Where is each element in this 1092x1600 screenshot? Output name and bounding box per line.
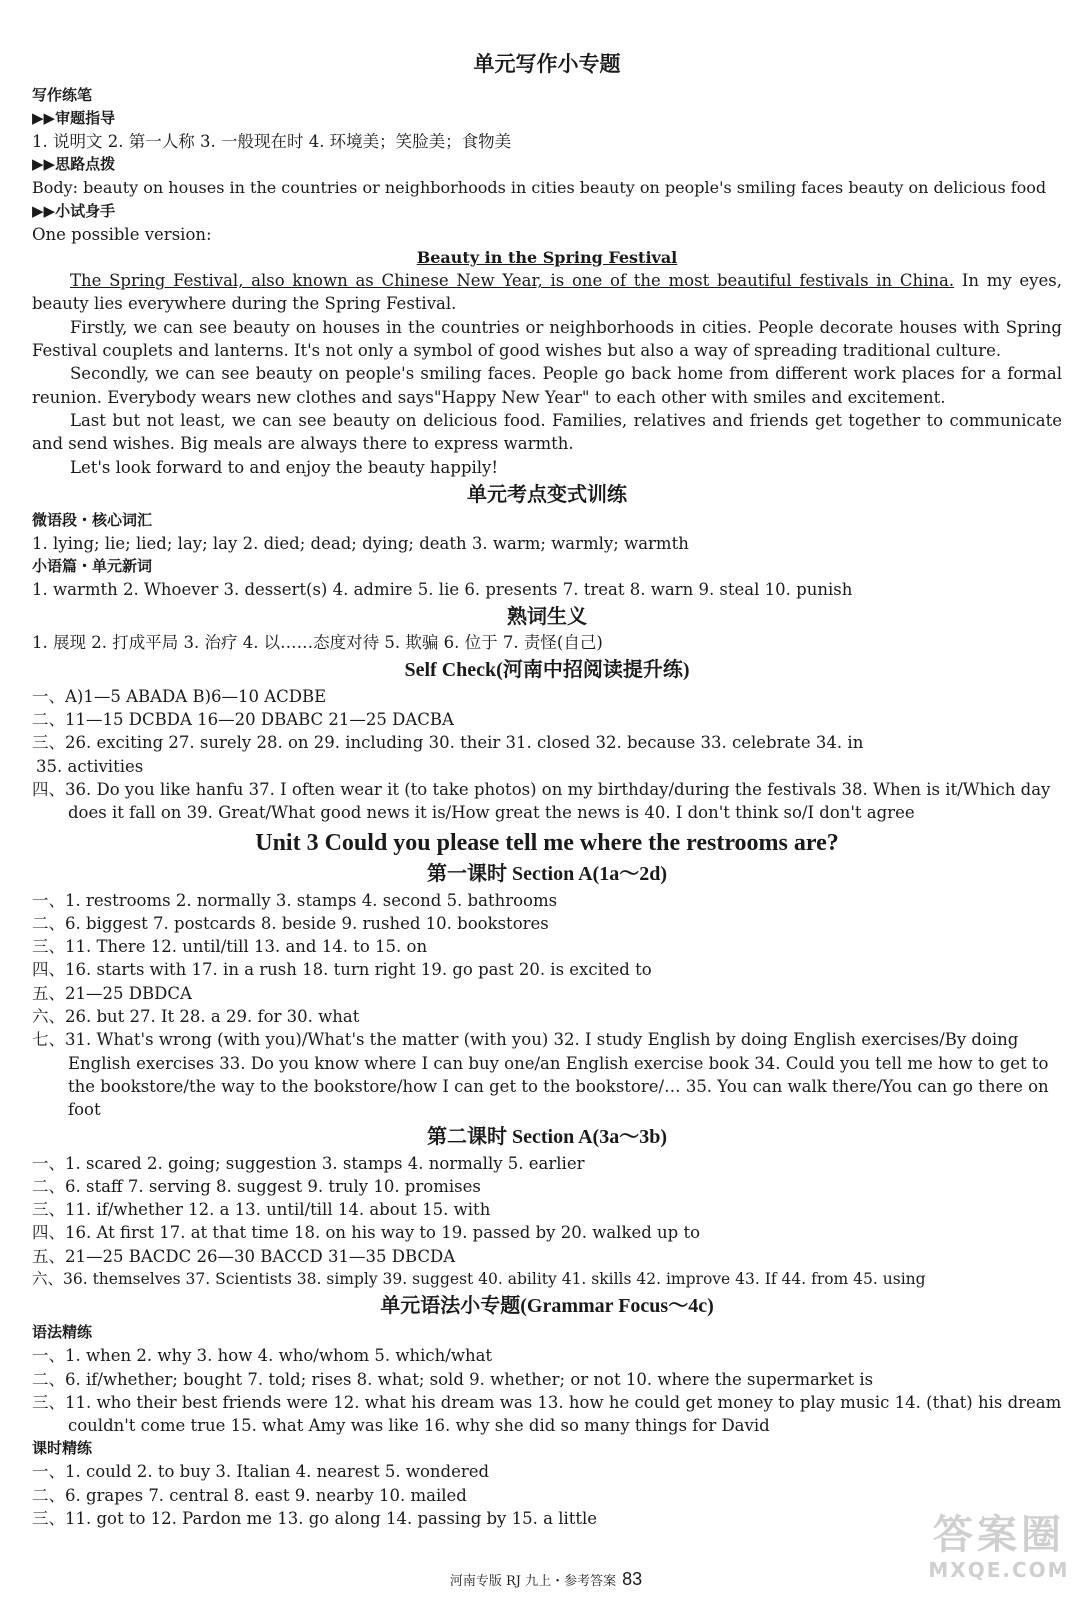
list-item: 一、A)1—5 ABADA B)6—10 ACDBE (32, 686, 327, 706)
essay-paragraph-5: Let's look forward to and enjoy the beauty happily! (70, 457, 499, 477)
essay-title: Beauty in the Spring Festival (416, 247, 678, 267)
watermark-logo-text: 答案圈 (933, 1512, 1065, 1558)
essay-paragraph-1-rest: In my eyes, beauty lies everywhere during the Spring Festival. (32, 271, 1062, 314)
page-number: 83 (622, 1569, 643, 1589)
essay-paragraph-4: Last but not least, we can see beauty on delicious food. Families, relatives and friends get together to communicate and send wishes. Big meals are always there to express warmth. (32, 410, 1062, 454)
list-item: 二、11—15 DCBDA 16—20 DBABC 21—25 DACBA (32, 710, 454, 730)
list-item: 三、11. got to 12. Pardon me 13. go along 14. passing by 15. a little (32, 1509, 598, 1529)
list-item: 五、21—25 BACDC 26—30 BACCD 31—35 DBCDA (32, 1246, 456, 1266)
list-item: 六、26. but 27. It 28. a 29. for 30. what (32, 1007, 360, 1027)
self-check-title: Self Check(河南中招阅读提升练) (404, 658, 690, 681)
list-item: 一、1. when 2. why 3. how 4. who/whom 5. which/what (32, 1346, 493, 1366)
list-item: 四、16. starts with 17. in a rush 18. turn right 19. go past 20. is excited to (32, 960, 652, 980)
watermark-url: MXQE.COM (928, 1558, 1070, 1582)
essay-paragraph-3: Secondly, we can see beauty on people's smiling faces. People go back home from different work places for a formal reunion. Everybody wears new clothes and says"Happy New Year" to each other with smiles and excitement. (32, 364, 1062, 407)
list-item: 三、26. exciting 27. surely 28. on 29. including 30. their 31. closed 32. because 33. celebrate 34. in (32, 733, 864, 753)
list-item: 六、36. themselves 37. Scientists 38. simply 39. suggest 40. ability 41. skills 42. improve 43. If 44. from 45. using (32, 1269, 926, 1288)
watermark-logo (924, 1512, 1074, 1592)
list-item: 四、16. At first 17. at that time 18. on his way to 19. passed by 20. walked up to (32, 1223, 701, 1243)
idea-heading: ▶▶思路点拨 (32, 155, 116, 174)
familiar-words-answers: 1. 展现 2. 打成平局 3. 治疗 4. 以……态度对待 5. 欺骗 6. 位于 7. 责怪(自己) (32, 633, 603, 653)
familiar-words-title: 熟词生义 (507, 604, 587, 629)
idea-text: Body: beauty on houses in the countries or neighborhoods in cities beauty on people's smiling faces beauty on delicious food (32, 178, 1047, 198)
essay-thesis-underlined: The Spring Festival, also known as Chinese New Year, is one of the most beautiful festivals in China. (70, 271, 955, 291)
list-item: 一、1. scared 2. going; suggestion 3. stamps 4. normally 5. earlier (32, 1153, 585, 1173)
lesson-practice-heading: 课时精练 (32, 1439, 93, 1458)
essay-paragraph-2: Firstly, we can see beauty on houses in the countries or neighborhoods in cities. People decorate houses with Spring Festival couplets and lanterns. It's not only a symbol of good wishes but also a way of spreading traditional culture. (32, 317, 1062, 361)
footer-label: 河南专版 RJ 九上・参考答案 (449, 1574, 617, 1589)
guide-heading: ▶▶审题指导 (32, 109, 116, 127)
list-item: 七、31. What's wrong (with you)/What's the matter (with you) 32. I study English by doing English exercises/By doing English exercises 33. Do you know where I can buy one/an English exercise book 34. Could you tell me how to get to the bookstore/the way to the bookstore/how I can get to the bookstore/… 35. You can walk there/You can go there on foot (32, 1030, 1049, 1120)
try-text: One possible version: (32, 224, 212, 244)
list-item: 一、1. could 2. to buy 3. Italian 4. nearest 5. wondered (32, 1462, 490, 1482)
writing-practice-heading: 写作练笔 (32, 86, 93, 104)
list-item: 二、6. if/whether; bought 7. told; rises 8. what; sold 9. whether; or not 10. where the supermarket is (32, 1369, 874, 1389)
lesson-1-title: 第一课时 Section A(1a～2d) (427, 862, 667, 885)
list-item: 三、11. if/whether 12. a 13. until/till 14. about 15. with (32, 1200, 491, 1220)
grammar-practice-heading: 语法精练 (32, 1323, 93, 1342)
list-item: 四、36. Do you like hanfu 37. I often wear it (to take photos) on my birthday/during the festivals 38. When is it/Which day does it fall on 39. Great/What good news it is/How great the news is 40. I don't think so/I don't agree (32, 779, 1051, 823)
try-heading: ▶▶小试身手 (32, 201, 116, 220)
answer-page (32, 48, 1062, 1530)
variant-section-title: 单元考点变式训练 (467, 481, 627, 506)
essay-paragraph-1 (32, 269, 1062, 316)
guide-text: 1. 说明文 2. 第一人称 3. 一般现在时 4. 环境美；笑脸美；食物美 (32, 132, 512, 151)
lesson-2-title: 第二课时 Section A(3a～3b) (427, 1125, 667, 1148)
writing-section-title: 单元写作小专题 (473, 52, 621, 76)
vocab-heading: 微语段・核心词汇 (32, 510, 153, 529)
newword-answers: 1. warmth 2. Whoever 3. dessert(s) 4. admire 5. lie 6. presents 7. treat 8. warn 9. steal 10. punish (32, 580, 853, 600)
list-item: 35. activities (36, 756, 144, 776)
list-item: 一、1. restrooms 2. normally 3. stamps 4. second 5. bathrooms (32, 890, 558, 910)
vocab-answers: 1. lying; lie; lied; lay; lay 2. died; dead; dying; death 3. warm; warmly; warmth (32, 533, 689, 553)
list-item: 二、6. biggest 7. postcards 8. beside 9. rushed 10. bookstores (32, 913, 549, 933)
unit-title: Unit 3 Could you please tell me where the restrooms are? (255, 829, 839, 856)
list-item: 三、11. who their best friends were 12. what his dream was 13. how he could get money to play music 14. (that) his dream couldn't come true 15. what Amy was like 16. why she did so many things for David (32, 1392, 1062, 1436)
list-item: 二、6. staff 7. serving 8. suggest 9. truly 10. promises (32, 1176, 481, 1196)
newword-heading: 小语篇・单元新词 (32, 557, 153, 576)
list-item: 二、6. grapes 7. central 8. east 9. nearby 10. mailed (32, 1485, 467, 1505)
list-item: 五、21—25 DBDCA (32, 983, 192, 1003)
list-item: 三、11. There 12. until/till 13. and 14. to 15. on (32, 937, 428, 957)
grammar-section-title: 单元语法小专题(Grammar Focus～4c) (380, 1295, 714, 1318)
